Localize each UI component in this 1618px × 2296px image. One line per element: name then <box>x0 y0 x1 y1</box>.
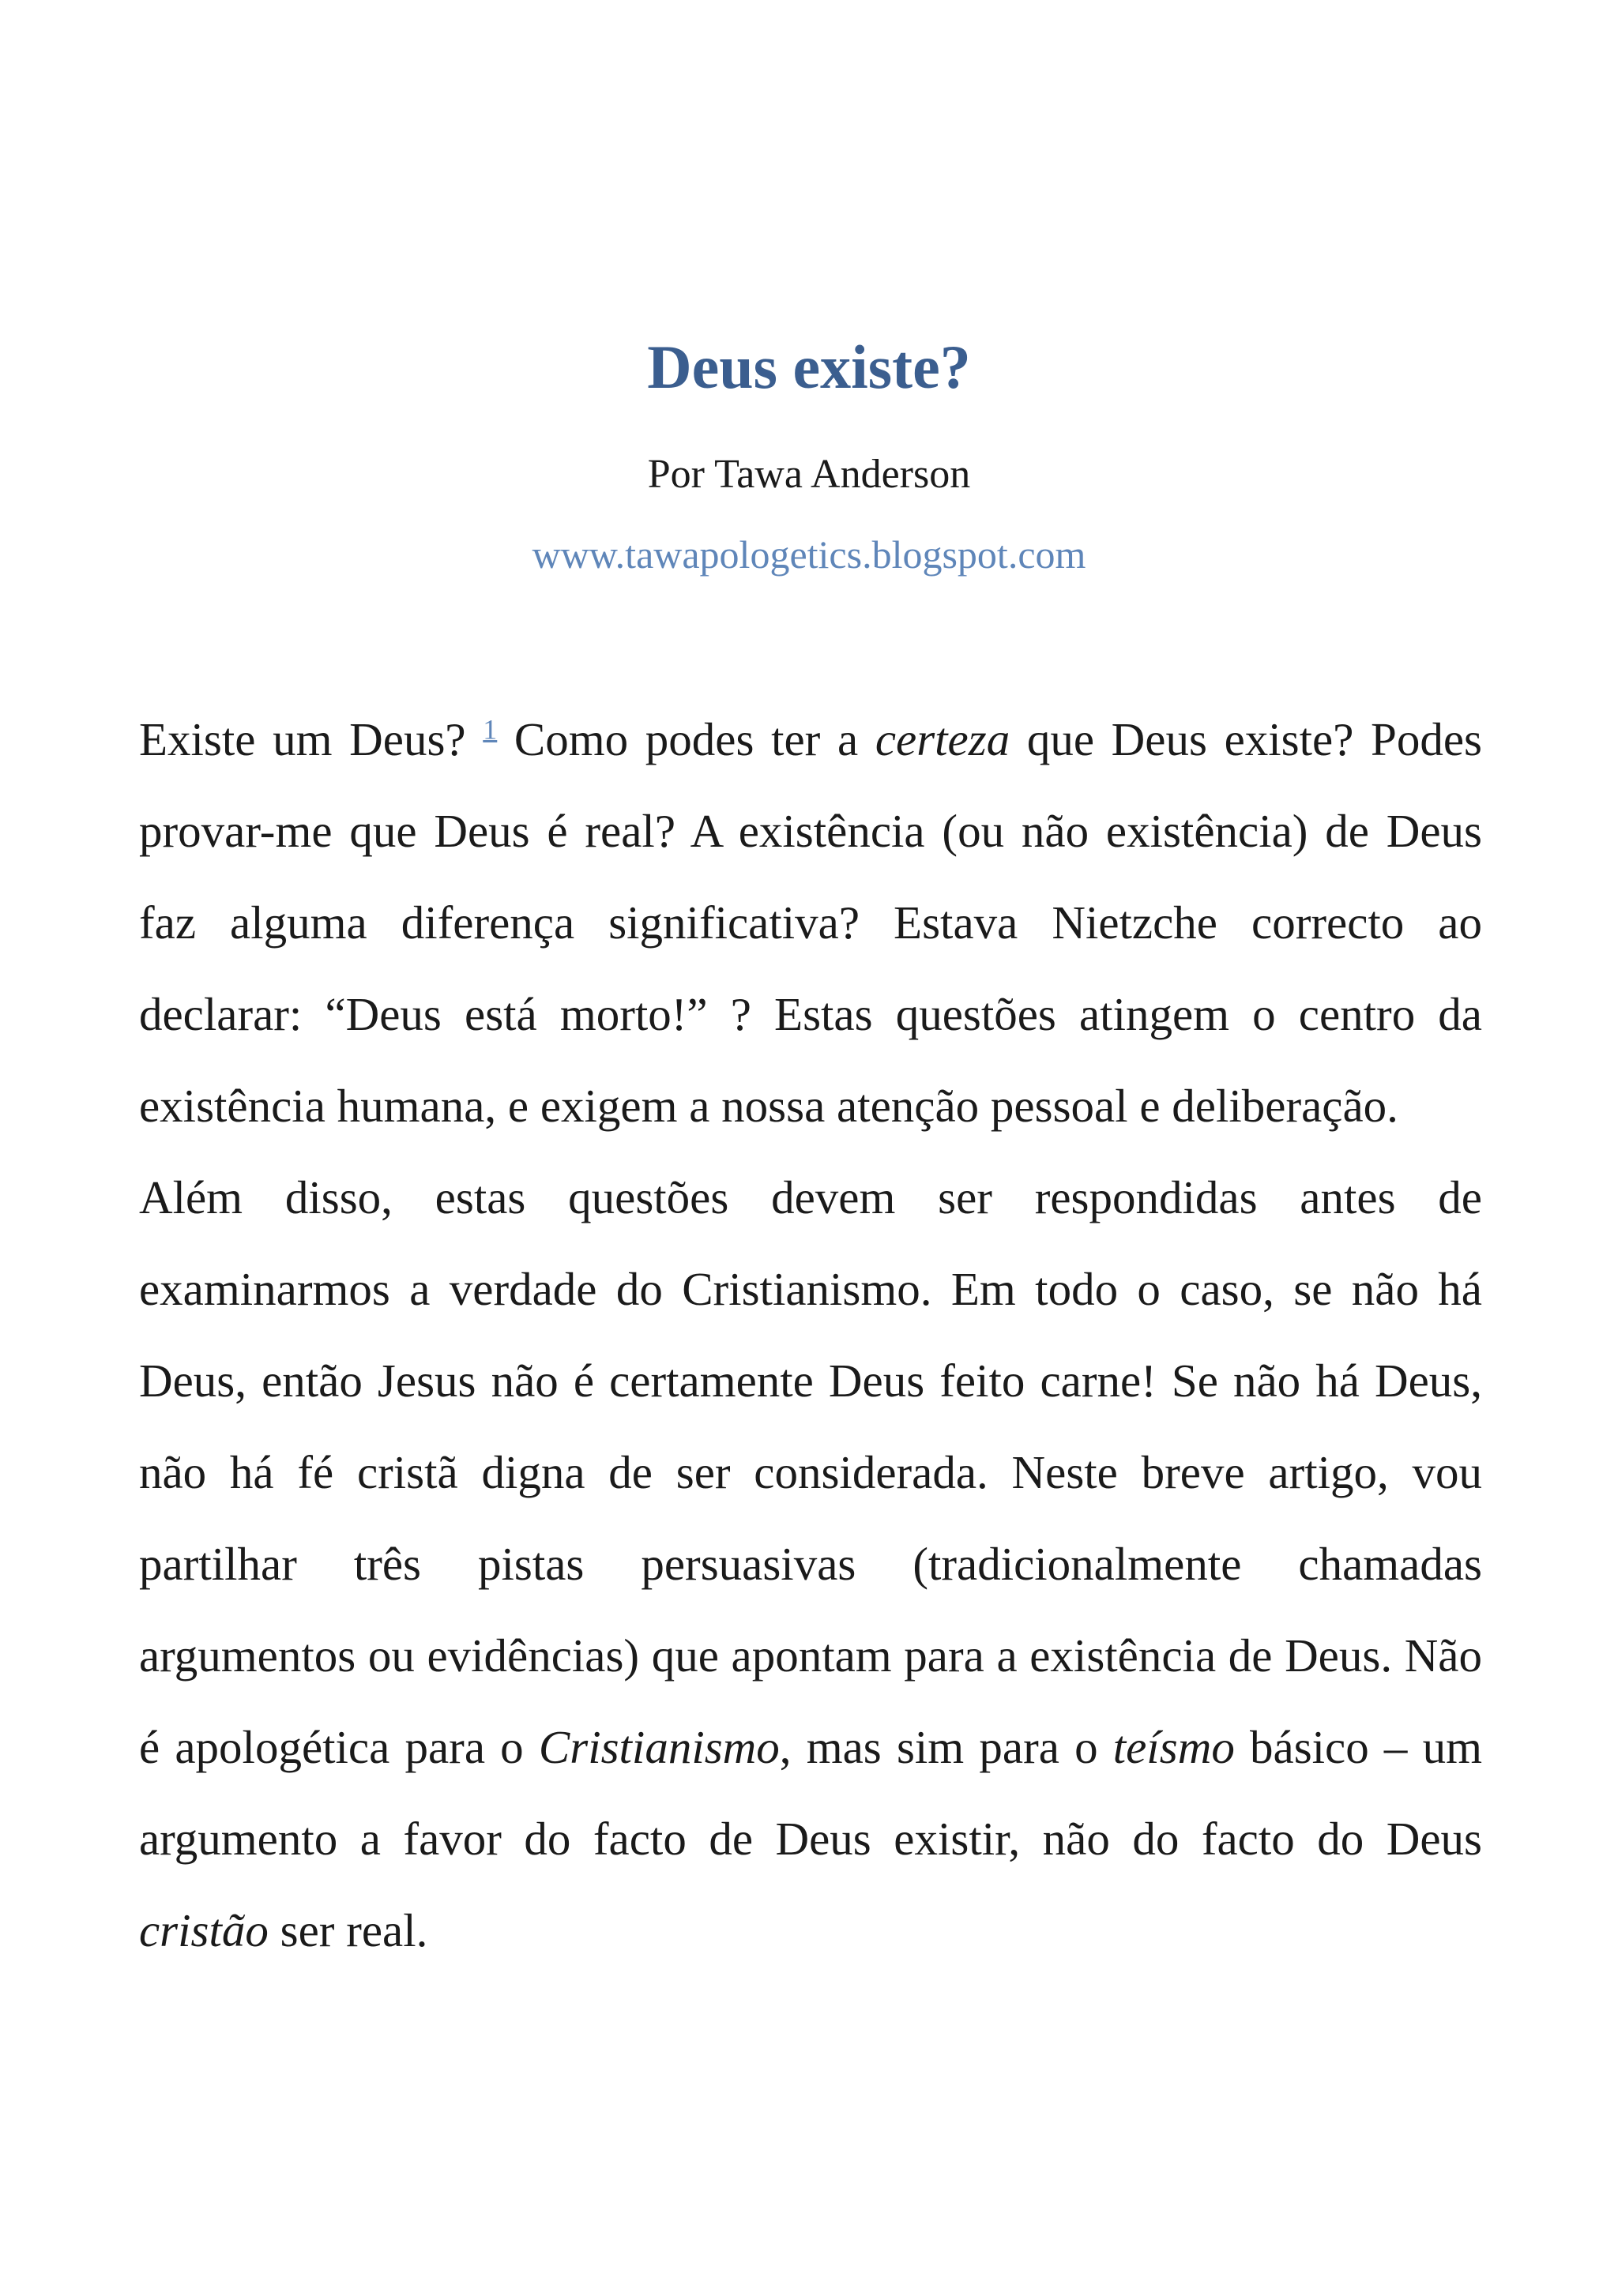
text-span: Existe um Deus? <box>139 713 484 765</box>
emphasis-text: teísmo <box>1112 1721 1235 1773</box>
website-link[interactable]: www.tawapologetics.blogspot.com <box>532 532 1086 577</box>
text-span: , mas sim para o <box>779 1721 1113 1773</box>
text-span: Além disso, estas questões devem ser respondidas antes de examinarmos a verdade do Cristianismo. Em todo o caso, se não há Deus, então Jesus não é certamente Deus feito carne! Se não há Deus, não há fé cristã digna de ser considerada. Neste breve artigo, vou partilhar três pistas persuasivas (tradicionalmente chamadas argumentos ou evidências) que apontam para a existência de Deus. Não é apologética para o <box>139 1171 1482 1773</box>
paragraph-2 <box>139 1152 1482 1976</box>
author-line: Por Tawa Anderson <box>647 452 971 497</box>
document-title: Deus existe? <box>647 333 971 401</box>
text-span: que Deus existe? Podes provar-me que Deus é real? A existência (ou não existência) de Deus faz alguma diferença significativa? Estava Nietzche correcto ao declarar: “Deus está morto!” ? Estas questões atingem o centro da existência humana, e exigem a nossa atenção pessoal e deliberação. <box>139 713 1483 1132</box>
text-span: ser real. <box>268 1904 428 1956</box>
emphasis-text: cristão <box>139 1904 269 1956</box>
paragraph-1 <box>139 693 1482 1152</box>
footnote-ref-1[interactable]: 1 <box>483 713 498 746</box>
emphasis-text: certeza <box>875 713 1010 765</box>
text-span: Como podes ter a <box>497 713 875 765</box>
text-span: básico – um argumento a favor do facto de Deus existir, não do facto do Deus <box>139 1721 1482 1865</box>
article-body <box>139 693 1482 1976</box>
emphasis-text: Cristianismo <box>538 1721 780 1773</box>
